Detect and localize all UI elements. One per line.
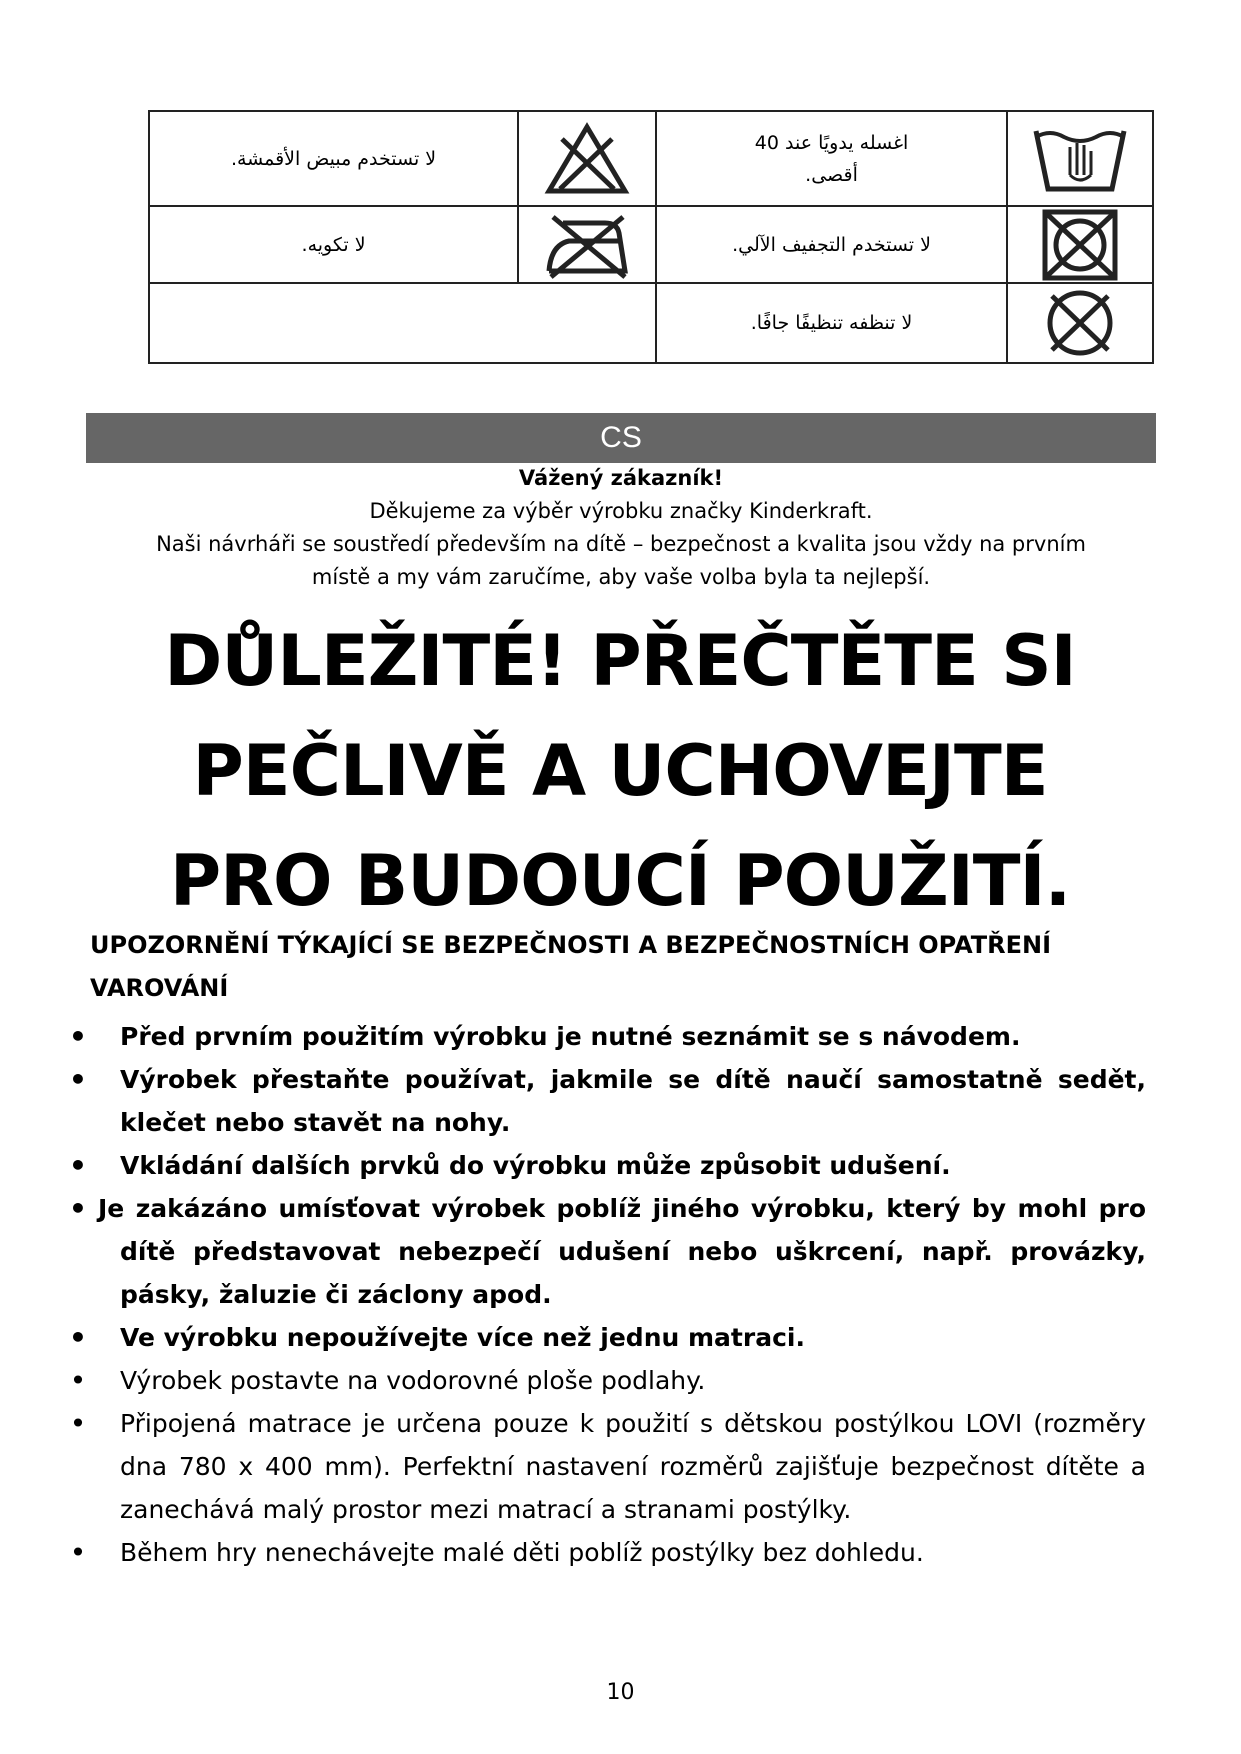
warnings-subtitle: VAROVÁNÍ <box>90 974 229 1002</box>
no-dry-clean-icon <box>1038 286 1122 360</box>
warnings-list <box>66 1015 1146 1574</box>
intro-block <box>86 462 1156 594</box>
no-tumble-dry-icon <box>1035 208 1125 282</box>
care-symbols-table <box>148 110 1154 364</box>
bullet-icon: • <box>69 1063 87 1096</box>
warnings-title: UPOZORNĚNÍ TÝKAJÍCÍ SE BEZPEČNOSTI A BEZPEČNOSTNÍCH OPATŘENÍ <box>90 931 1052 959</box>
list-item: • Připojená matrace je určena pouze k použití s dětskou postýlkou LOVI (rozměry dna 780 x 400 mm). Perfektní nastavení rozměrů zajišťuje bezpečnost dítěte a zanechává malý prostor mezi matrací a stranami postýlky. <box>66 1402 1146 1531</box>
bullet-icon: • <box>69 1192 87 1225</box>
list-item: • Je zakázáno umísťovat výrobek poblíž jiného výrobku, který by mohl pro dítě představovat nebezpečí udušení nebo uškrcení, např. provázky, pásky, žaluzie či záclony apod. <box>66 1187 1146 1316</box>
greeting: Vážený zákazník! <box>518 466 724 490</box>
list-item: • Před prvním použitím výrobku je nutné seznámit se s návodem. <box>66 1015 1146 1058</box>
headline-line: DŮLEŽITÉ! PŘEČTĚTE SI <box>164 620 1076 702</box>
bullet-icon: • <box>69 1321 87 1354</box>
empty-cell <box>149 283 656 363</box>
language-section-bar: CS <box>86 413 1156 463</box>
page-number: 10 <box>606 1680 635 1705</box>
intro-line: Naši návrháři se soustředí především na dítě – bezpečnost a kvalita jsou vždy na prvním <box>156 532 1086 556</box>
bullet-icon: • <box>69 1020 87 1053</box>
no-dry-clean-text: لا تنظفه تنظيفًا جافًا. <box>656 283 1007 363</box>
important-headline <box>90 606 1150 936</box>
no-bleach-text: لا تستخدم مبيض الأقمشة. <box>149 111 518 206</box>
bullet-icon: • <box>69 1364 87 1397</box>
hand-wash-icon <box>1030 119 1130 199</box>
bullet-icon: • <box>69 1407 87 1440</box>
intro-line: Děkujeme za výběr výrobku značky Kinderkraft. <box>369 499 873 523</box>
warnings-heading <box>90 924 1160 1010</box>
hand-wash-text: اغسله يدويًا عند 40 <box>754 131 909 154</box>
hand-wash-text-2: أقصى. <box>805 163 858 186</box>
headline-line: PEČLIVĚ A UCHOVEJTE <box>192 730 1048 812</box>
bullet-icon: • <box>69 1149 87 1182</box>
no-iron-icon <box>539 209 635 281</box>
list-item: • Vkládání dalších prvků do výrobku může způsobit udušení. <box>66 1144 1146 1187</box>
intro-line: místě a my vám zaručíme, aby vaše volba byla ta nejlepší. <box>311 565 931 589</box>
headline-line: PRO BUDOUCÍ POUŽITÍ. <box>169 840 1071 922</box>
no-iron-text: لا تكويه. <box>149 206 518 283</box>
list-item: • Během hry nenechávejte malé děti poblíž postýlky bez dohledu. <box>66 1531 1146 1574</box>
list-item: • Výrobek postavte na vodorovné ploše podlahy. <box>66 1359 1146 1402</box>
list-item: • Výrobek přestaňte používat, jakmile se dítě naučí samostatně sedět, klečet nebo stavět na nohy. <box>66 1058 1146 1144</box>
no-tumble-dry-text: لا تستخدم التجفيف الآلي. <box>656 206 1007 283</box>
bullet-icon: • <box>69 1536 87 1569</box>
no-bleach-icon <box>542 119 632 199</box>
list-item: • Ve výrobku nepoužívejte více než jednu matraci. <box>66 1316 1146 1359</box>
